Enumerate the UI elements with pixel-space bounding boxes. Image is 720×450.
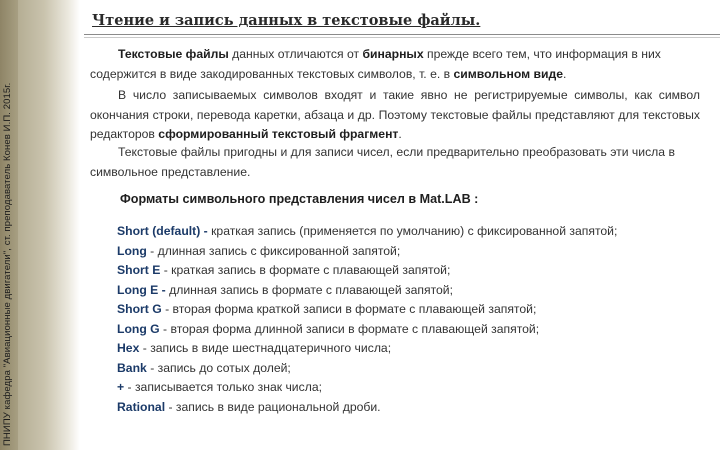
term-symbolic-form: символьном виде bbox=[453, 66, 564, 81]
sidebar-vertical-text: ПНИПУ кафедра "Авиационные двигатели", ст. преподаватель Конев И.П. 2015г. bbox=[2, 82, 13, 446]
formats-list bbox=[117, 222, 617, 417]
list-item: Short (default) - краткая запись (применяется по умолчанию) с фиксированной запятой; bbox=[117, 224, 618, 238]
header-divider bbox=[84, 34, 720, 35]
list-item: Long E - длинная запись в формате с плавающей запятой; bbox=[117, 282, 454, 297]
list-item: Long G - вторая форма длинной записи в формате с плавающей запятой; bbox=[117, 321, 540, 336]
list-item: Bank - запись до сотых долей; bbox=[117, 360, 291, 375]
header-divider-light bbox=[84, 37, 720, 38]
list-item: + - записывается только знак числа; bbox=[117, 380, 322, 394]
list-item: Long - длинная запись с фиксированной запятой; bbox=[117, 243, 401, 258]
list-item: Hex - запись в виде шестнадцатеричного числа; bbox=[117, 341, 392, 355]
term-text-fragment: сформированный текстовый фрагмент bbox=[158, 127, 399, 141]
paragraph-numbers: Текстовые файлы пригодны и для записи чисел, если предварительно преобразовать эти числа в символьное представление. bbox=[90, 145, 675, 179]
list-item: Short G - вторая форма краткой записи в формате с плавающей запятой; bbox=[117, 302, 537, 316]
list-item: Short E - краткая запись в формате с плавающей запятой; bbox=[117, 263, 451, 277]
paragraph-intro: Текстовые файлы данных отличаются от бинарных прежде всего тем, что информация в них содержится в виде закодированных текстовых символов, т. е. в символьном виде. bbox=[90, 47, 661, 81]
slide-title: Чтение и запись данных в текстовые файлы. bbox=[92, 12, 481, 29]
term-binary: бинарных bbox=[362, 47, 424, 61]
list-item: Rational - запись в виде рациональной дроби. bbox=[117, 399, 381, 414]
formats-heading: Форматы символьного представления чисел в Mat.LAB : bbox=[120, 192, 479, 206]
term-text-files: Текстовые файлы bbox=[118, 47, 229, 61]
paragraph-symbols: В число записываемых символов входят и такие явно не регистрируемые символы, как символ окончания строки, перевода каретки, абзаца и др. Поэтому текстовые файлы представляют для текстовых редакторов сформированный текстовый фрагмент. bbox=[90, 88, 700, 141]
